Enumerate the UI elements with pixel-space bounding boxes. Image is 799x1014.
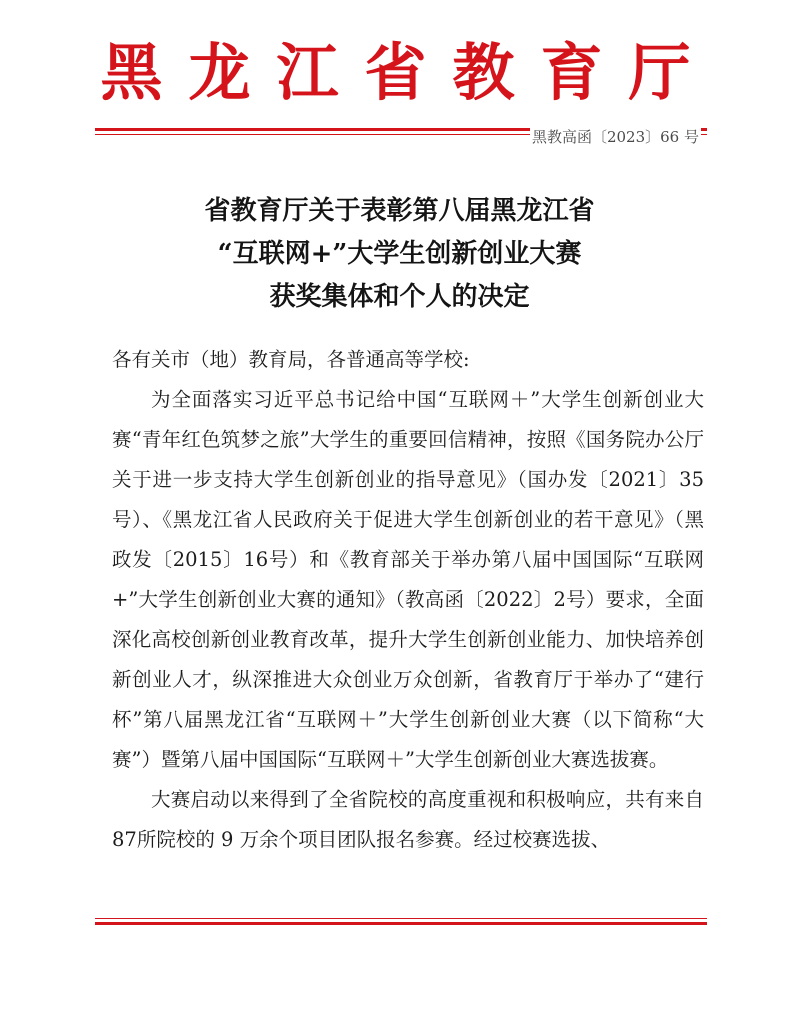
footer-divider-thin (95, 918, 707, 919)
title-line-3: 获奖集体和个人的决定 (269, 282, 530, 312)
masthead-title: 黑龙江省教育厅 (100, 36, 717, 109)
title-line-2: “互联网+”大学生创新创业大赛 (217, 239, 582, 269)
body-paragraph-1: 为全面落实习近平总书记给中国“互联网＋”大学生创新创业大赛“青年红色筑梦之旅”大学生的重要回信精神，按照《国务院办公厅关于进一步支持大学生创新创业的指导意见》（国办发〔2021〕35号）、《黑龙江省人民政府关于促进大学生创新创业的若干意见》（黑政发〔2015〕16号）和《教育部关于举办第八届中国国际“互联网+”大学生创新创业大赛的通知》（教高函〔2022〕2号）要求，全面深化高校创新创业教育改革，提升大学生创新创业能力、加快培养创新创业人才，纵深推进大众创业万众创新，省教育厅于举办了“建行杯”第八届黑龙江省“互联网＋”大学生创新创业大赛（以下简称“大赛”）暨第八届中国国际“互联网＋”大学生创新创业大赛选拔赛。 (112, 388, 704, 771)
document-body (112, 340, 704, 860)
footer-divider-thick (95, 922, 707, 925)
title-line-1: 省教育厅关于表彰第八届黑龙江省 (204, 196, 595, 226)
document-number: 黑教高函〔2023〕66 号 (531, 128, 699, 146)
salutation: 各有关市（地）教育局，各普通高等学校: (112, 348, 470, 371)
document-title (0, 190, 799, 319)
body-paragraph-2: 大赛启动以来得到了全省院校的高度重视和积极响应，共有来自 87所院校的 9 万余个项目团队报名参赛。经过校赛选拔、 (112, 788, 704, 851)
